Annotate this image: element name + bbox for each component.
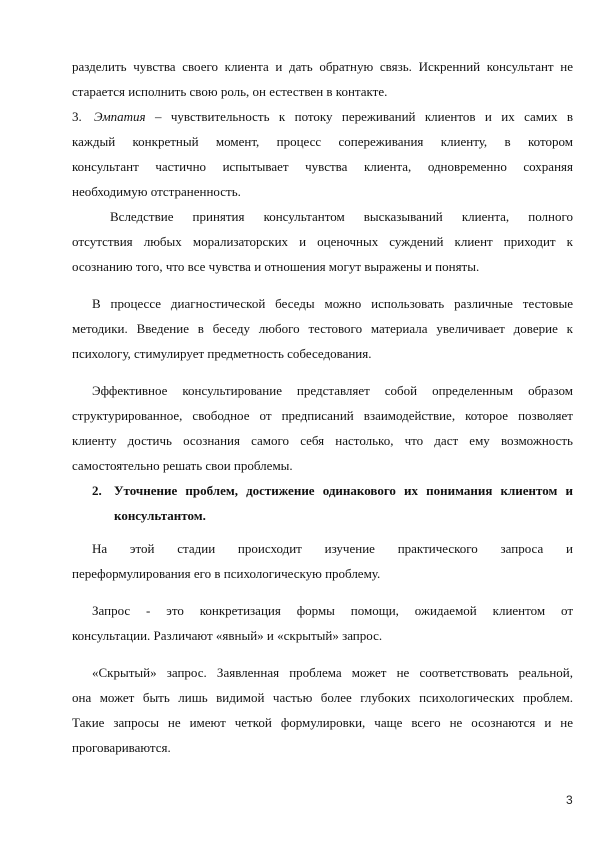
- text-line: разделить чувства своего клиента и дать обратную связь. Искренний консультант не: [72, 59, 573, 74]
- term-empathy: Эмпатия: [94, 109, 146, 124]
- text-line: психологу, стимулирует предметность собеседования.: [72, 346, 372, 361]
- text-line: В процессе диагностической беседы можно использовать различные тестовые: [92, 296, 573, 311]
- text-line: она может быть лишь видимой частью более глубоких психологических проблем.: [72, 690, 573, 705]
- text-line: старается исполнить свою роль, он естествен в контакте.: [72, 84, 388, 99]
- heading-number: 2.: [92, 483, 102, 498]
- text-line: структурированное, свободное от предписаний взаимодействие, которое позволяет: [72, 408, 573, 423]
- text-line: самостоятельно решать свои проблемы.: [72, 458, 293, 473]
- text-line: проговариваются.: [72, 740, 171, 755]
- document-page: [72, 54, 573, 760]
- text-line: Такие запросы не имеют четкой формулировки, чаще всего не осознаются и не: [72, 715, 573, 730]
- text-line: методики. Введение в беседу любого тестового материала увеличивает доверие к: [72, 321, 573, 336]
- text-line: консультации. Различают «явный» и «скрытый» запрос.: [72, 628, 383, 643]
- text-line: Запрос - это конкретизация формы помощи, ожидаемой клиентом от: [92, 603, 573, 618]
- heading-line: консультантом.: [114, 508, 206, 523]
- page-number: 3: [566, 793, 573, 807]
- text-line: Вследствие принятия консультантом высказываний клиента, полного: [110, 209, 573, 224]
- heading-text: Уточнение проблем, достижение одинакового их понимания клиентом и: [114, 483, 573, 498]
- text-line: На этой стадии происходит изучение практического запроса и: [92, 541, 573, 556]
- text-line: консультант частично испытывает чувства клиента, одновременно сохраняя: [72, 159, 573, 174]
- heading-line: [92, 478, 573, 503]
- list-item-empathy: [72, 104, 573, 129]
- text-line: «Скрытый» запрос. Заявленная проблема может не соответствовать реальной,: [92, 665, 573, 680]
- list-number: 3.: [72, 109, 82, 124]
- text-line: Эффективное консультирование представляет собой определенным образом: [92, 383, 573, 398]
- section-heading: [72, 478, 573, 528]
- text-line: переформулирования его в психологическую проблему.: [72, 566, 381, 581]
- text-line: отсутствия любых морализаторских и оценочных суждений клиент приходит к: [72, 234, 573, 249]
- text-line: необходимую отстраненность.: [72, 184, 241, 199]
- text-line: осознанию того, что все чувства и отношения могут выражены и поняты.: [72, 259, 480, 274]
- text-span: – чувствительность к потоку переживаний клиентов и их самих в: [145, 109, 573, 124]
- text-line: каждый конкретный момент, процесс сопереживания клиенту, в котором: [72, 134, 573, 149]
- text-line: клиенту достичь осознания самого себя настолько, что даст ему возможность: [72, 433, 573, 448]
